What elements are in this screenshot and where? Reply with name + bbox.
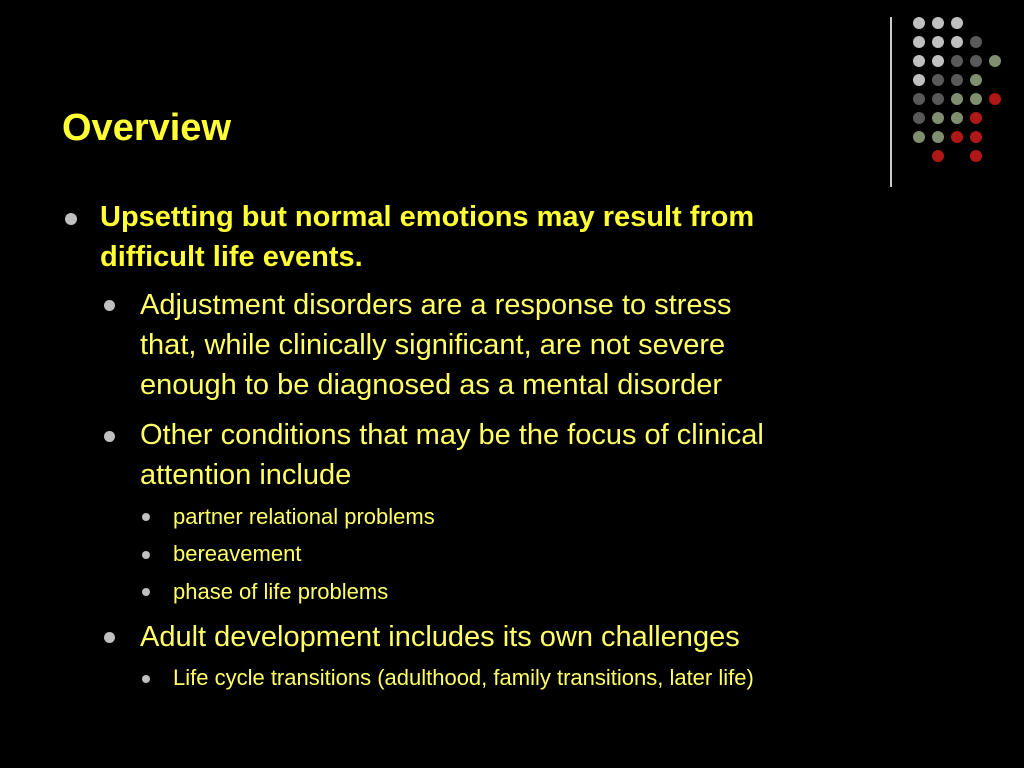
bullet-2-line-1: Adjustment disorders are a response to stress: [140, 289, 732, 321]
decorative-dot: [932, 150, 944, 162]
decorative-divider: [890, 17, 892, 187]
decorative-dot: [989, 93, 1001, 105]
bullet-icon: [142, 588, 150, 596]
bullet-2-line-2: that, while clinically significant, are not severe: [140, 329, 726, 361]
bullet-icon: [104, 632, 115, 643]
bullet-icon: [142, 551, 150, 559]
bullet-4-line-1: partner relational problems: [173, 504, 435, 529]
decorative-dot: [951, 93, 963, 105]
bullet-6-line-1: phase of life problems: [173, 579, 389, 604]
bullet-2-line-3: enough to be diagnosed as a mental disorder: [140, 369, 723, 401]
decorative-dot: [913, 112, 925, 124]
decorative-dot: [913, 93, 925, 105]
decorative-dot: [970, 150, 982, 162]
decorative-dot: [932, 93, 944, 105]
bullet-icon: [142, 675, 150, 683]
decorative-dot: [932, 131, 944, 143]
bullet-icon: [104, 300, 115, 311]
bullet-icon: [104, 431, 115, 442]
decorative-dot: [951, 131, 963, 143]
bullet-7-line-1: Adult development includes its own challenges: [140, 621, 740, 653]
decorative-dot: [913, 17, 925, 29]
decorative-dot: [932, 17, 944, 29]
bullet-1-line-2: difficult life events.: [100, 241, 363, 273]
decorative-dot: [951, 17, 963, 29]
decorative-dot: [970, 36, 982, 48]
decorative-dot: [970, 55, 982, 67]
slide-title: Overview: [62, 107, 231, 149]
decorative-dot: [951, 112, 963, 124]
decorative-dot: [913, 36, 925, 48]
decorative-dot: [951, 36, 963, 48]
decorative-dot: [989, 55, 1001, 67]
decorative-dot: [913, 131, 925, 143]
decorative-dot: [951, 55, 963, 67]
bullet-8-line-1: Life cycle transitions (adulthood, family transitions, later life): [173, 665, 754, 690]
decorative-dot: [913, 74, 925, 86]
decorative-dot: [932, 74, 944, 86]
decorative-dot: [970, 112, 982, 124]
decorative-dot: [970, 74, 982, 86]
bullet-5-line-1: bereavement: [173, 541, 302, 566]
decorative-dot: [970, 93, 982, 105]
bullet-icon: [65, 213, 77, 225]
bullet-3-line-1: Other conditions that may be the focus of clinical: [140, 419, 764, 451]
bullet-icon: [142, 513, 150, 521]
decorative-dot: [970, 131, 982, 143]
bullet-1-line-1: Upsetting but normal emotions may result from: [100, 201, 755, 233]
bullet-3-line-2: attention include: [140, 459, 352, 491]
decorative-dot: [932, 112, 944, 124]
decorative-dot: [913, 55, 925, 67]
decorative-dot: [951, 74, 963, 86]
decorative-dot: [932, 36, 944, 48]
decorative-dot: [932, 55, 944, 67]
